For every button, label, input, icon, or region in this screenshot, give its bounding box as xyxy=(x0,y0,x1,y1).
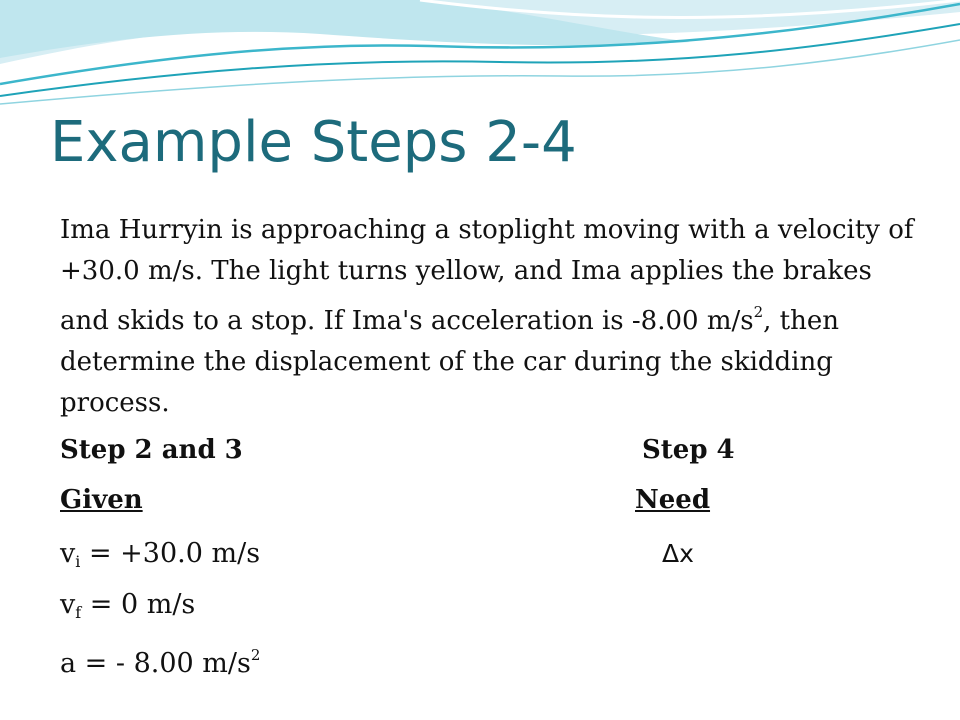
var-value: = +30.0 m/s xyxy=(80,538,261,569)
var-exponent: 2 xyxy=(250,646,261,664)
variables-block xyxy=(60,532,920,685)
given-need-row xyxy=(60,480,920,530)
problem-statement xyxy=(60,210,920,424)
steps-heading-row xyxy=(60,430,920,480)
given-final-velocity xyxy=(60,583,920,634)
problem-text-main: Ima Hurryin is approaching a stoplight moving with a velocity of +30.0 m/s. The light turns yellow, and Ima applies the brakes and skids to a stop. If Ima's acceleration is -8.00 m/s xyxy=(60,215,914,336)
var-subscript: f xyxy=(75,603,82,622)
slide-title: Example Steps 2-4 xyxy=(50,110,577,175)
problem-exponent: 2 xyxy=(753,303,764,321)
given-acceleration xyxy=(60,634,920,685)
var-symbol: v xyxy=(60,538,76,569)
var-value: a = - 8.00 m/s xyxy=(60,648,251,679)
problem-text-end: , then determine the displacement of the car during the skidding process. xyxy=(60,306,840,418)
need-displacement: Δx xyxy=(662,539,694,568)
decorative-wave-banner xyxy=(0,0,960,110)
var-value: = 0 m/s xyxy=(81,589,196,620)
var-subscript: i xyxy=(75,552,81,571)
given-label: Given xyxy=(60,485,143,515)
need-label: Need xyxy=(635,485,711,515)
slide-body xyxy=(60,210,920,685)
given-initial-velocity xyxy=(60,532,920,583)
steps-2-3-heading: Step 2 and 3 xyxy=(60,435,243,465)
var-symbol: v xyxy=(60,589,76,620)
step-4-heading: Step 4 xyxy=(642,435,735,465)
